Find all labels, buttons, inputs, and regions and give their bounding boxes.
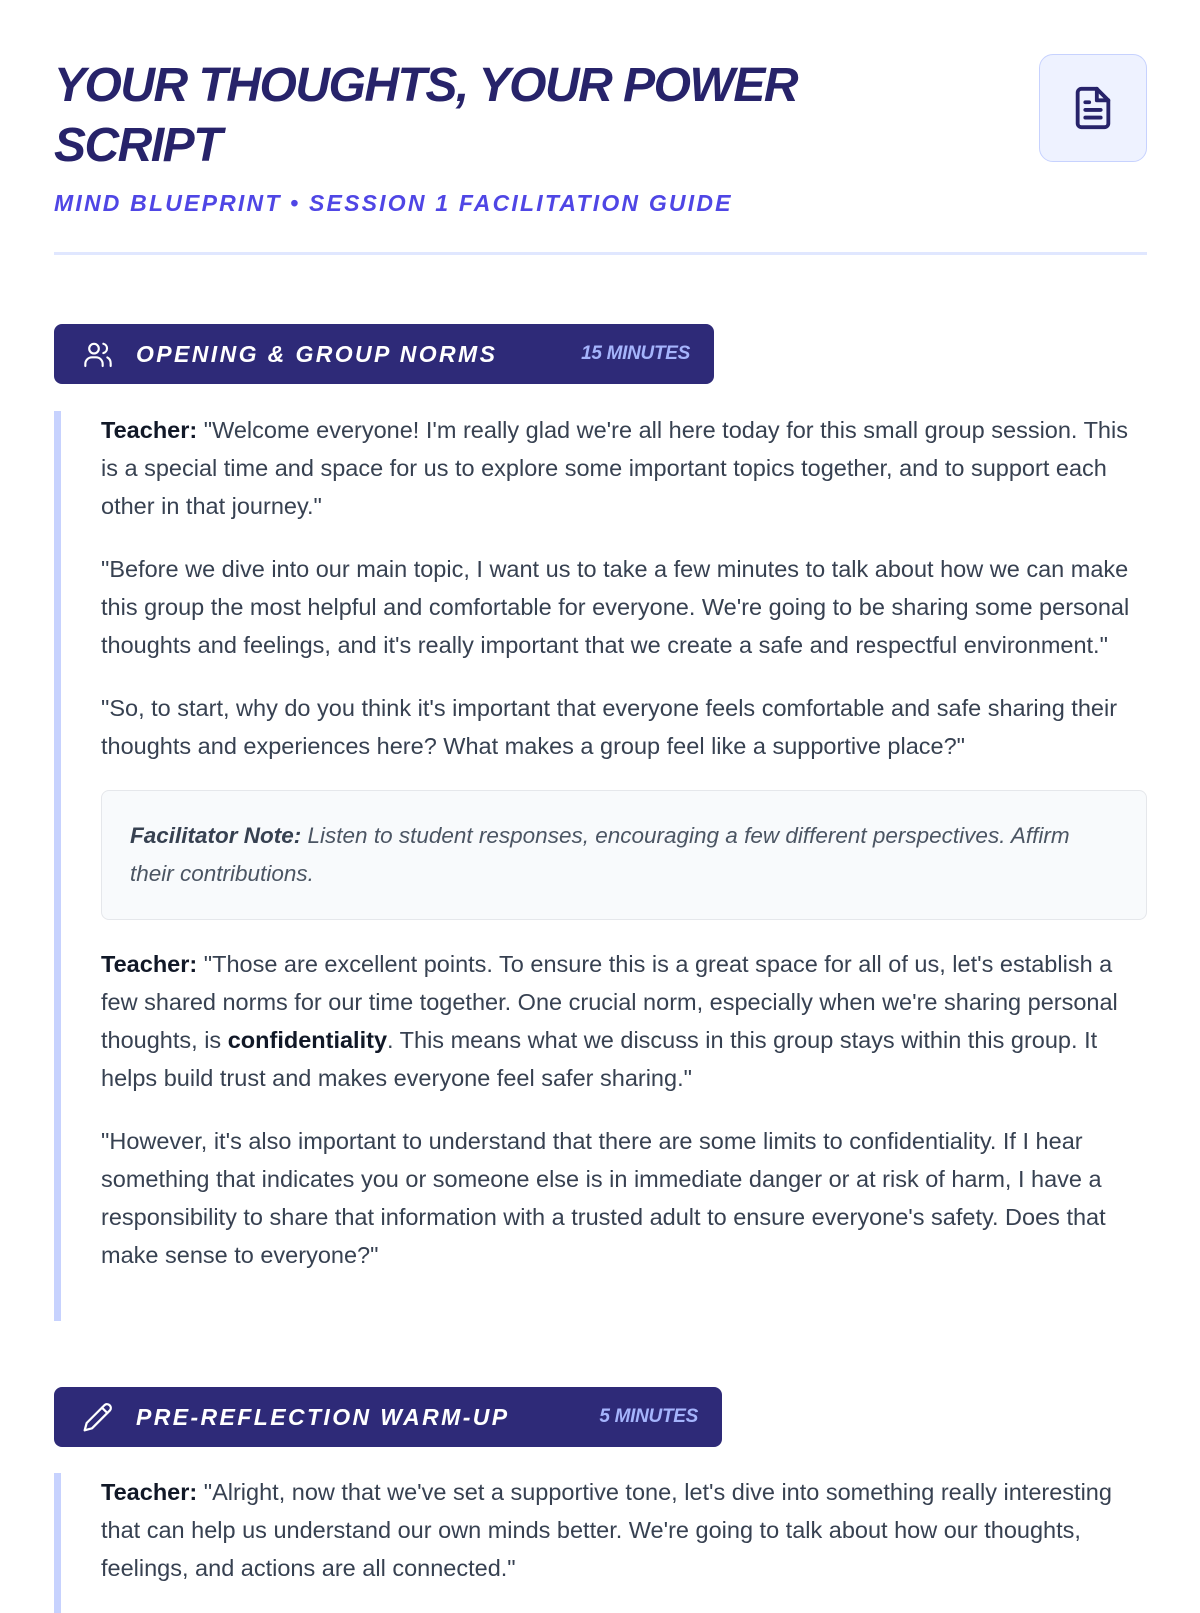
teacher-paragraph bbox=[101, 1473, 1147, 1587]
section-duration: 15 MINUTES bbox=[581, 343, 690, 364]
page-title: YOUR THOUGHTS, YOUR POWER SCRIPT bbox=[54, 59, 797, 172]
document-icon bbox=[1070, 83, 1116, 133]
note-label: Facilitator Note: bbox=[130, 823, 302, 848]
teacher-paragraph bbox=[101, 411, 1147, 525]
section-body-warmup bbox=[54, 1473, 1147, 1613]
page-subtitle: MIND BLUEPRINT • SESSION 1 FACILITATION GUIDE bbox=[54, 190, 733, 216]
speaker-label: Teacher: bbox=[101, 1479, 198, 1505]
speaker-label: Teacher: bbox=[101, 951, 198, 977]
page-header bbox=[54, 56, 1154, 217]
facilitator-note bbox=[101, 790, 1147, 920]
section-duration: 5 MINUTES bbox=[599, 1406, 698, 1427]
section-body-opening bbox=[54, 411, 1147, 1321]
paragraph-text: "Welcome everyone! I'm really glad we're all here today for this small group session. This is a special time and space for us to explore some important topics together, and to support each other in that journey." bbox=[101, 417, 1128, 519]
speaker-label: Teacher: bbox=[101, 417, 198, 443]
paragraph-text: "Those are excellent points. To ensure this is a great space for all of us, let's establish a few shared norms for our time together. One crucial norm, especially when we're sharing personal thoughts, is bbox=[101, 951, 1118, 1053]
pencil-icon bbox=[82, 1401, 114, 1433]
header-divider bbox=[54, 252, 1147, 255]
section-header-opening bbox=[54, 324, 714, 384]
paragraph-text: . This means what we discuss in this group stays within this group. It helps build trust and makes everyone feel safer sharing." bbox=[101, 1027, 1098, 1091]
teacher-paragraph bbox=[101, 945, 1147, 1097]
note-text: Listen to student responses, encouraging a few different perspectives. Affirm their contributions. bbox=[130, 823, 1070, 886]
paragraph-text: "Alright, now that we've set a supportive tone, let's dive into something really interesting that can help us understand our own minds better. We're going to talk about how our thoughts, feelings, and actions are all connected." bbox=[101, 1479, 1112, 1581]
script-paragraph: "However, it's also important to understand that there are some limits to confidentiality. If I hear something that indicates you or someone else is in immediate danger or at risk of harm, I have a responsibility to share that information with a trusted adult to ensure everyone's safety. Does that make sense to everyone?" bbox=[101, 1128, 1106, 1268]
section-title: PRE-REFLECTION WARM-UP bbox=[136, 1403, 510, 1430]
section-title: OPENING & GROUP NORMS bbox=[136, 340, 498, 367]
section-header-warmup bbox=[54, 1387, 722, 1447]
users-icon bbox=[82, 338, 114, 370]
script-paragraph: "So, to start, why do you think it's important that everyone feels comfortable and safe sharing their thoughts and experiences here? What makes a group feel like a supportive place?" bbox=[101, 695, 1118, 759]
script-paragraph: "Before we dive into our main topic, I want us to take a few minutes to talk about how we can make this group the most helpful and comfortable for everyone. We're going to be sharing some personal thoughts and feelings, and it's really important that we create a safe and respectful environment." bbox=[101, 556, 1130, 658]
document-button[interactable] bbox=[1039, 54, 1147, 162]
emphasis-text: confidentiality bbox=[227, 1027, 388, 1053]
